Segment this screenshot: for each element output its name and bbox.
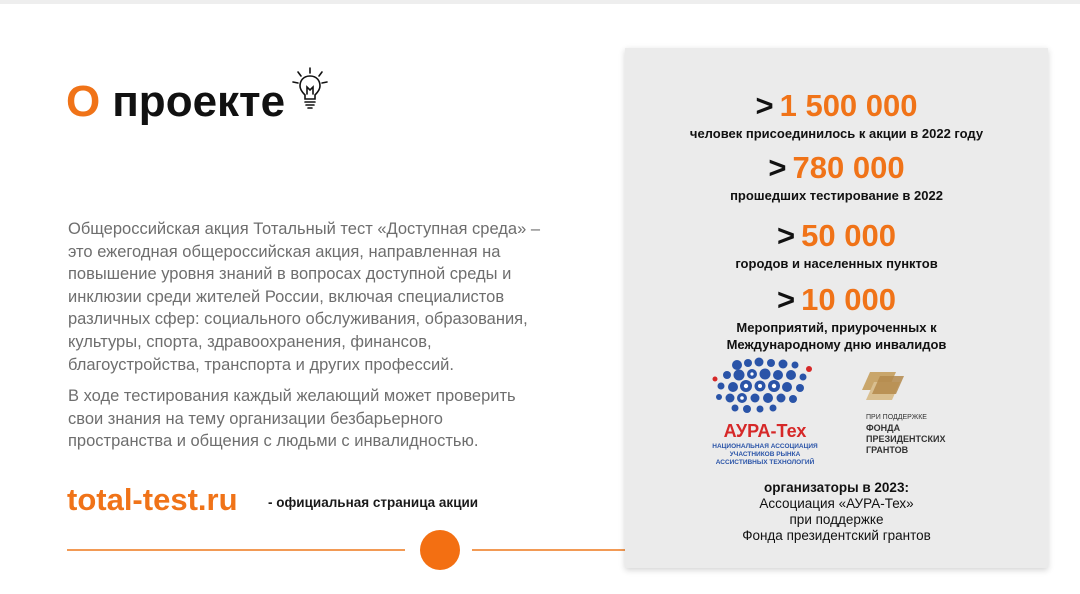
website-link[interactable]: total-test.ru (67, 482, 238, 517)
stat-caption: городов и населенных пунктов (735, 256, 938, 271)
orange-dot (420, 530, 460, 570)
organizers-line: Фонда президентский грантов (742, 528, 931, 543)
text-line: В ходе тестирования каждый желающий может проверить (68, 387, 516, 405)
text-line: культуры, спорта, здравоохранения, финансов, (68, 332, 432, 351)
testing-paragraph (68, 385, 613, 453)
stat-prefix: > (777, 218, 796, 253)
organizers-line: при поддержке (789, 512, 884, 527)
stat-participants (625, 90, 1048, 142)
top-strip (0, 0, 1080, 4)
text-line: Общероссийская акция Тотальный тест «Доступная среда» – (68, 220, 541, 238)
stat-caption: Международному дню инвалидов (726, 337, 947, 352)
fund-name-line: ГРАНТОВ (866, 445, 909, 455)
description-paragraph (68, 218, 613, 376)
stat-caption: человек присоединилось к акции в 2022 году (689, 126, 984, 141)
website-note: - официальная страница акции (268, 495, 479, 510)
fund-logo-pre: ПРИ ПОДДЕРЖКЕ (866, 414, 927, 421)
organizers-line: Ассоциация «АУРА-Тех» (759, 496, 914, 511)
text-line: благоустройства, транспорта и других профессий. (68, 355, 454, 374)
aura-tech-logo (690, 355, 840, 473)
stat-prefix: > (777, 282, 796, 317)
stat-prefix: > (755, 88, 774, 123)
text-line: различных сфер: социального обслуживания, образования, (68, 310, 528, 329)
stat-caption: Мероприятий, приуроченных к (736, 320, 937, 335)
aura-logo-subtitle (690, 443, 840, 467)
stat-value: 50 000 (801, 218, 896, 253)
text-line: повышение уровня знаний в вопросах доступной среды и (68, 265, 512, 284)
stat-value: 10 000 (801, 282, 896, 317)
presidential-grants-fund-logo (860, 370, 980, 466)
stat-tested (625, 152, 1048, 204)
organizers-heading: организаторы в 2023: (764, 480, 909, 495)
text-line: инклюзии среди жителей России, включая специалистов (68, 287, 505, 306)
aura-logo-name: АУРА-Тех (723, 421, 807, 441)
aura-dots-icon (705, 355, 825, 419)
divider-line-left (67, 549, 405, 551)
lightbulb-icon (291, 66, 329, 110)
aura-subtitle-line: НАЦИОНАЛЬНАЯ АССОЦИАЦИЯ (712, 443, 818, 450)
stat-events (625, 284, 1048, 353)
text-line: свои знания на тему организации безбарьерного (68, 409, 443, 428)
fund-name-line: ФОНДА (866, 423, 901, 433)
fund-emblem-icon (860, 370, 908, 408)
title-first-letter: О (66, 77, 101, 126)
aura-subtitle-line: УЧАСТНИКОВ РЫНКА (729, 451, 801, 458)
fund-logo-name (866, 423, 945, 456)
stat-value: 1 500 000 (779, 88, 918, 123)
fund-name-line: ПРЕЗИДЕНТСКИХ (866, 434, 946, 444)
organizers-block (625, 480, 1048, 544)
stat-caption: прошедших тестирование в 2022 (730, 188, 943, 203)
title-text: проекте (112, 77, 286, 126)
stat-value: 780 000 (792, 150, 905, 185)
stat-cities (625, 220, 1048, 272)
text-line: это ежегодная общероссийская акция, направленная на (68, 242, 501, 261)
page-title (66, 77, 286, 126)
text-line: пространства и общения с людьми с инвалидностью. (68, 432, 479, 451)
stat-prefix: > (768, 150, 787, 185)
aura-subtitle-line: АССИСТИВНЫХ ТЕХНОЛОГИЙ (715, 459, 815, 466)
